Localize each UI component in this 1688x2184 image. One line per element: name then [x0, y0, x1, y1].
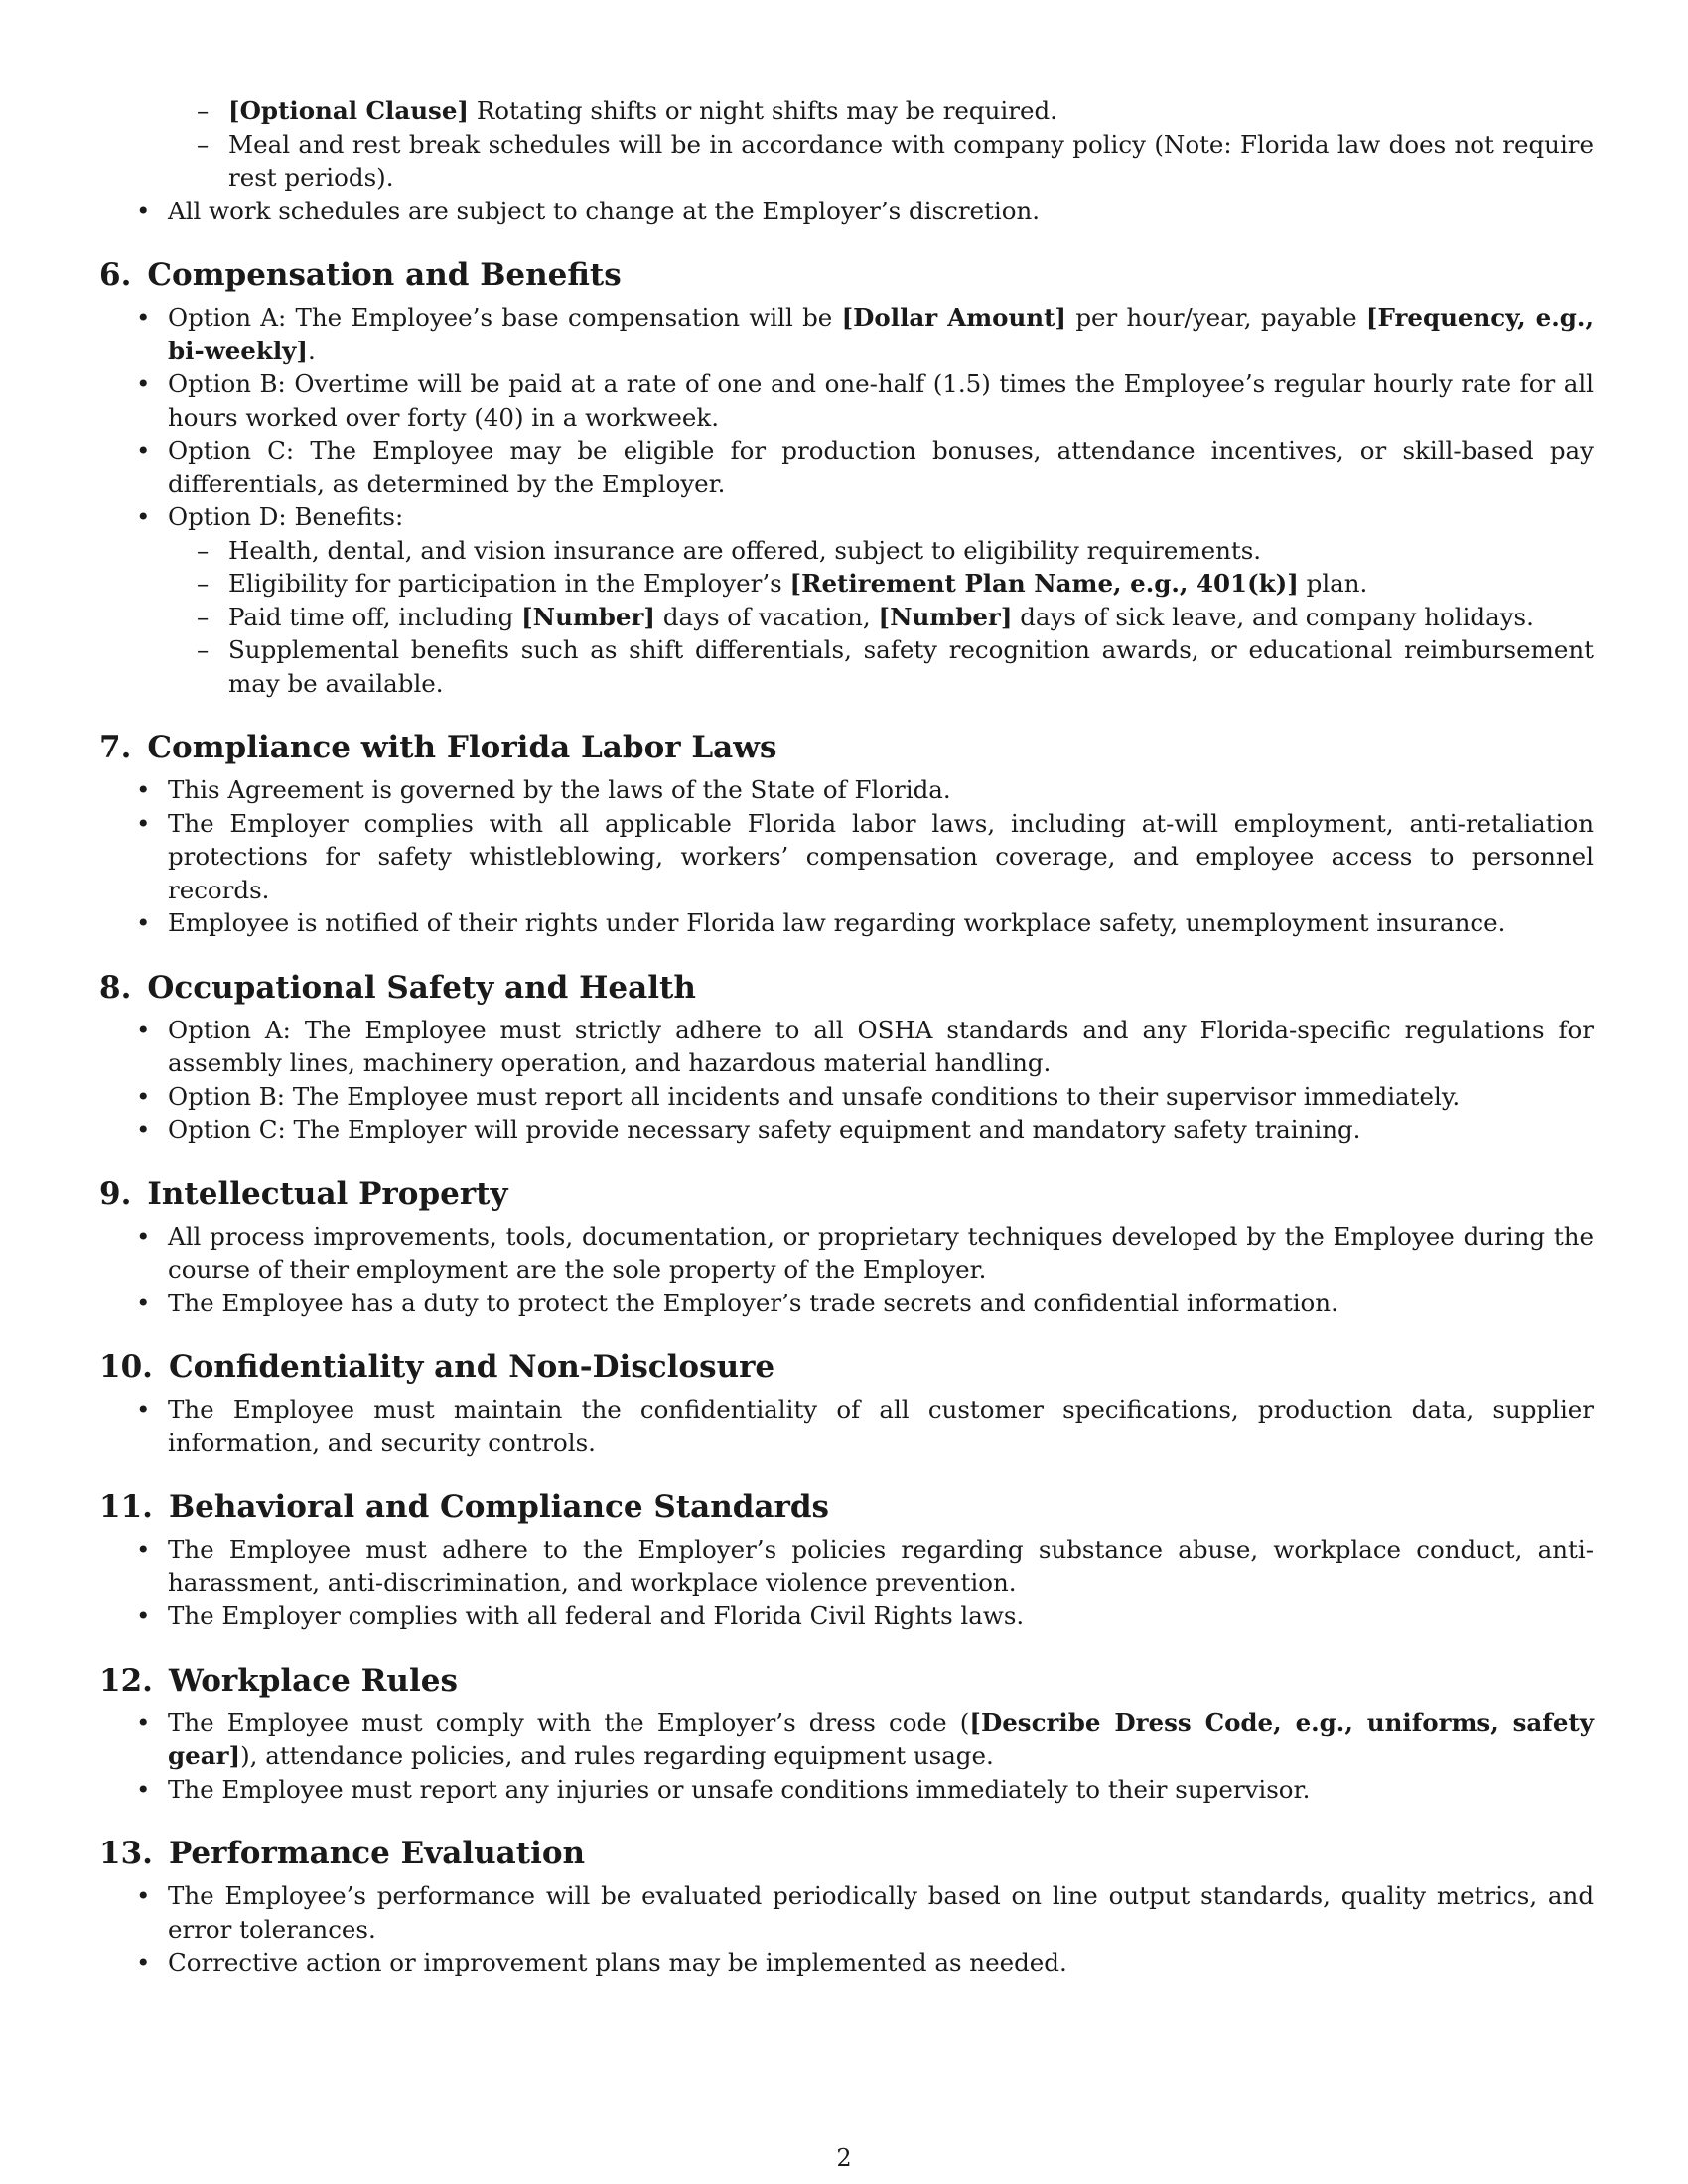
section-list	[99, 1393, 1594, 1459]
section-list	[99, 1533, 1594, 1633]
list-item: • All process improvements, tools, documentation, or proprietary techniques developed by the Employee during the course of their employment are the sole property of the Employer.	[99, 1220, 1594, 1287]
section-list	[99, 301, 1594, 700]
list-item: • All work schedules are subject to change at the Employer’s discretion.	[99, 195, 1594, 228]
list-item: – Meal and rest break schedules will be in accordance with company policy (Note: Florida law does not require rest periods).	[99, 128, 1594, 195]
list-item: • The Employee must report any injuries or unsafe conditions immediately to their supervisor.	[99, 1773, 1594, 1807]
section-heading: 11. Behavioral and Compliance Standards	[99, 1489, 829, 1525]
list-item: • Option C: The Employee may be eligible for production bonuses, attendance incentives, or skill-based pay differentials, as determined by the Employer.	[99, 434, 1594, 500]
list-item: – Supplemental benefits such as shift differentials, safety recognition awards, or educational reimbursement may be available.	[99, 633, 1594, 700]
list-item: • The Employee must adhere to the Employer’s policies regarding substance abuse, workplace conduct, anti-harassment, anti-discrimination, and workplace violence prevention.	[99, 1533, 1594, 1599]
list-item: • Option A: The Employee’s base compensation will be [Dollar Amount] per hour/year, payable [Frequency, e.g., bi-weekly].	[99, 301, 1594, 367]
list-item: • The Employee has a duty to protect the Employer’s trade secrets and confidential information.	[99, 1287, 1594, 1320]
section-list	[99, 1220, 1594, 1320]
section-heading: 8. Occupational Safety and Health	[99, 969, 696, 1006]
section-list	[99, 1879, 1594, 1979]
placeholder-field: [Optional Clause]	[228, 96, 470, 125]
list-item: • Option B: The Employee must report all incidents and unsafe conditions to their supervisor immediately.	[99, 1080, 1594, 1114]
placeholder-field: [Frequency, e.g., bi-weekly]	[168, 303, 1594, 365]
intro-sub-list	[99, 94, 1594, 195]
document-page	[99, 94, 1594, 1979]
intro-list	[99, 195, 1594, 228]
section-heading: 7. Compliance with Florida Labor Laws	[99, 730, 777, 765]
placeholder-field: [Describe Dress Code, e.g., uniforms, safety gear]	[168, 1707, 1594, 1770]
list-item: • Employee is notified of their rights under Florida law regarding workplace safety, unemployment insurance.	[99, 906, 1594, 940]
section-heading: 10. Confidentiality and Non-Disclosure	[99, 1349, 775, 1385]
list-item: • The Employee’s performance will be evaluated periodically based on line output standards, quality metrics, and error tolerances.	[99, 1879, 1594, 1946]
page-number: 2	[836, 2144, 852, 2172]
list-item: – Eligibility for participation in the Employer’s [Retirement Plan Name, e.g., 401(k)] plan.	[99, 567, 1594, 601]
list-item: • Option D: Benefits: – Health, dental, and vision insurance are offered, subject to eligibility requirements. – Eligibility for participation in the Employer’s [Retirement Plan Name, e.g., 401(k)] plan. – Paid time off, including [Number] days of vacation, [Number] days of sick leave, and company holidays. – Supplemental benefits such as shift differentials, safety recognition awards, or educational reimbursement may be available.	[99, 500, 1594, 700]
section-list	[99, 1706, 1594, 1807]
list-item: • The Employer complies with all applicable Florida labor laws, including at-will employment, anti-retaliation protections for safety whistleblowing, workers’ compensation coverage, and employee access to personnel records.	[99, 807, 1594, 907]
section-heading: 13. Performance Evaluation	[99, 1836, 586, 1871]
list-item: – Paid time off, including [Number] days of vacation, [Number] days of sick leave, and company holidays.	[99, 601, 1594, 634]
section-list	[99, 1014, 1594, 1147]
section-list	[99, 773, 1594, 940]
list-item: • Option B: Overtime will be paid at a rate of one and one-half (1.5) times the Employee’s regular hourly rate for all hours worked over forty (40) in a workweek.	[99, 367, 1594, 434]
list-item: – Health, dental, and vision insurance are offered, subject to eligibility requirements.	[99, 534, 1594, 568]
list-item: • Option C: The Employer will provide necessary safety equipment and mandatory safety training.	[99, 1113, 1594, 1147]
section-heading: 6. Compensation and Benefits	[99, 257, 622, 293]
section-heading: 9. Intellectual Property	[99, 1175, 508, 1212]
list-item: • This Agreement is governed by the laws of the State of Florida.	[99, 773, 1594, 807]
placeholder-field: [Dollar Amount]	[841, 303, 1067, 332]
placeholder-field: [Number]	[521, 602, 656, 631]
list-item: • The Employer complies with all federal and Florida Civil Rights laws.	[99, 1599, 1594, 1633]
list-item: • Option A: The Employee must strictly adhere to all OSHA standards and any Florida-specific regulations for assembly lines, machinery operation, and hazardous material handling.	[99, 1014, 1594, 1080]
list-item: • Corrective action or improvement plans may be implemented as needed.	[99, 1946, 1594, 1979]
section-heading: 12. Workplace Rules	[99, 1662, 458, 1699]
sub-list	[99, 534, 1594, 701]
list-item: • The Employee must comply with the Employer’s dress code ([Describe Dress Code, e.g., uniforms, safety gear]), attendance policies, and rules regarding equipment usage.	[99, 1706, 1594, 1773]
placeholder-field: [Retirement Plan Name, e.g., 401(k)]	[789, 569, 1299, 598]
list-item: • The Employee must maintain the confidentiality of all customer specifications, production data, supplier information, and security controls.	[99, 1393, 1594, 1459]
placeholder-field: [Number]	[878, 602, 1013, 631]
list-item: – [Optional Clause] Rotating shifts or night shifts may be required.	[99, 94, 1594, 128]
